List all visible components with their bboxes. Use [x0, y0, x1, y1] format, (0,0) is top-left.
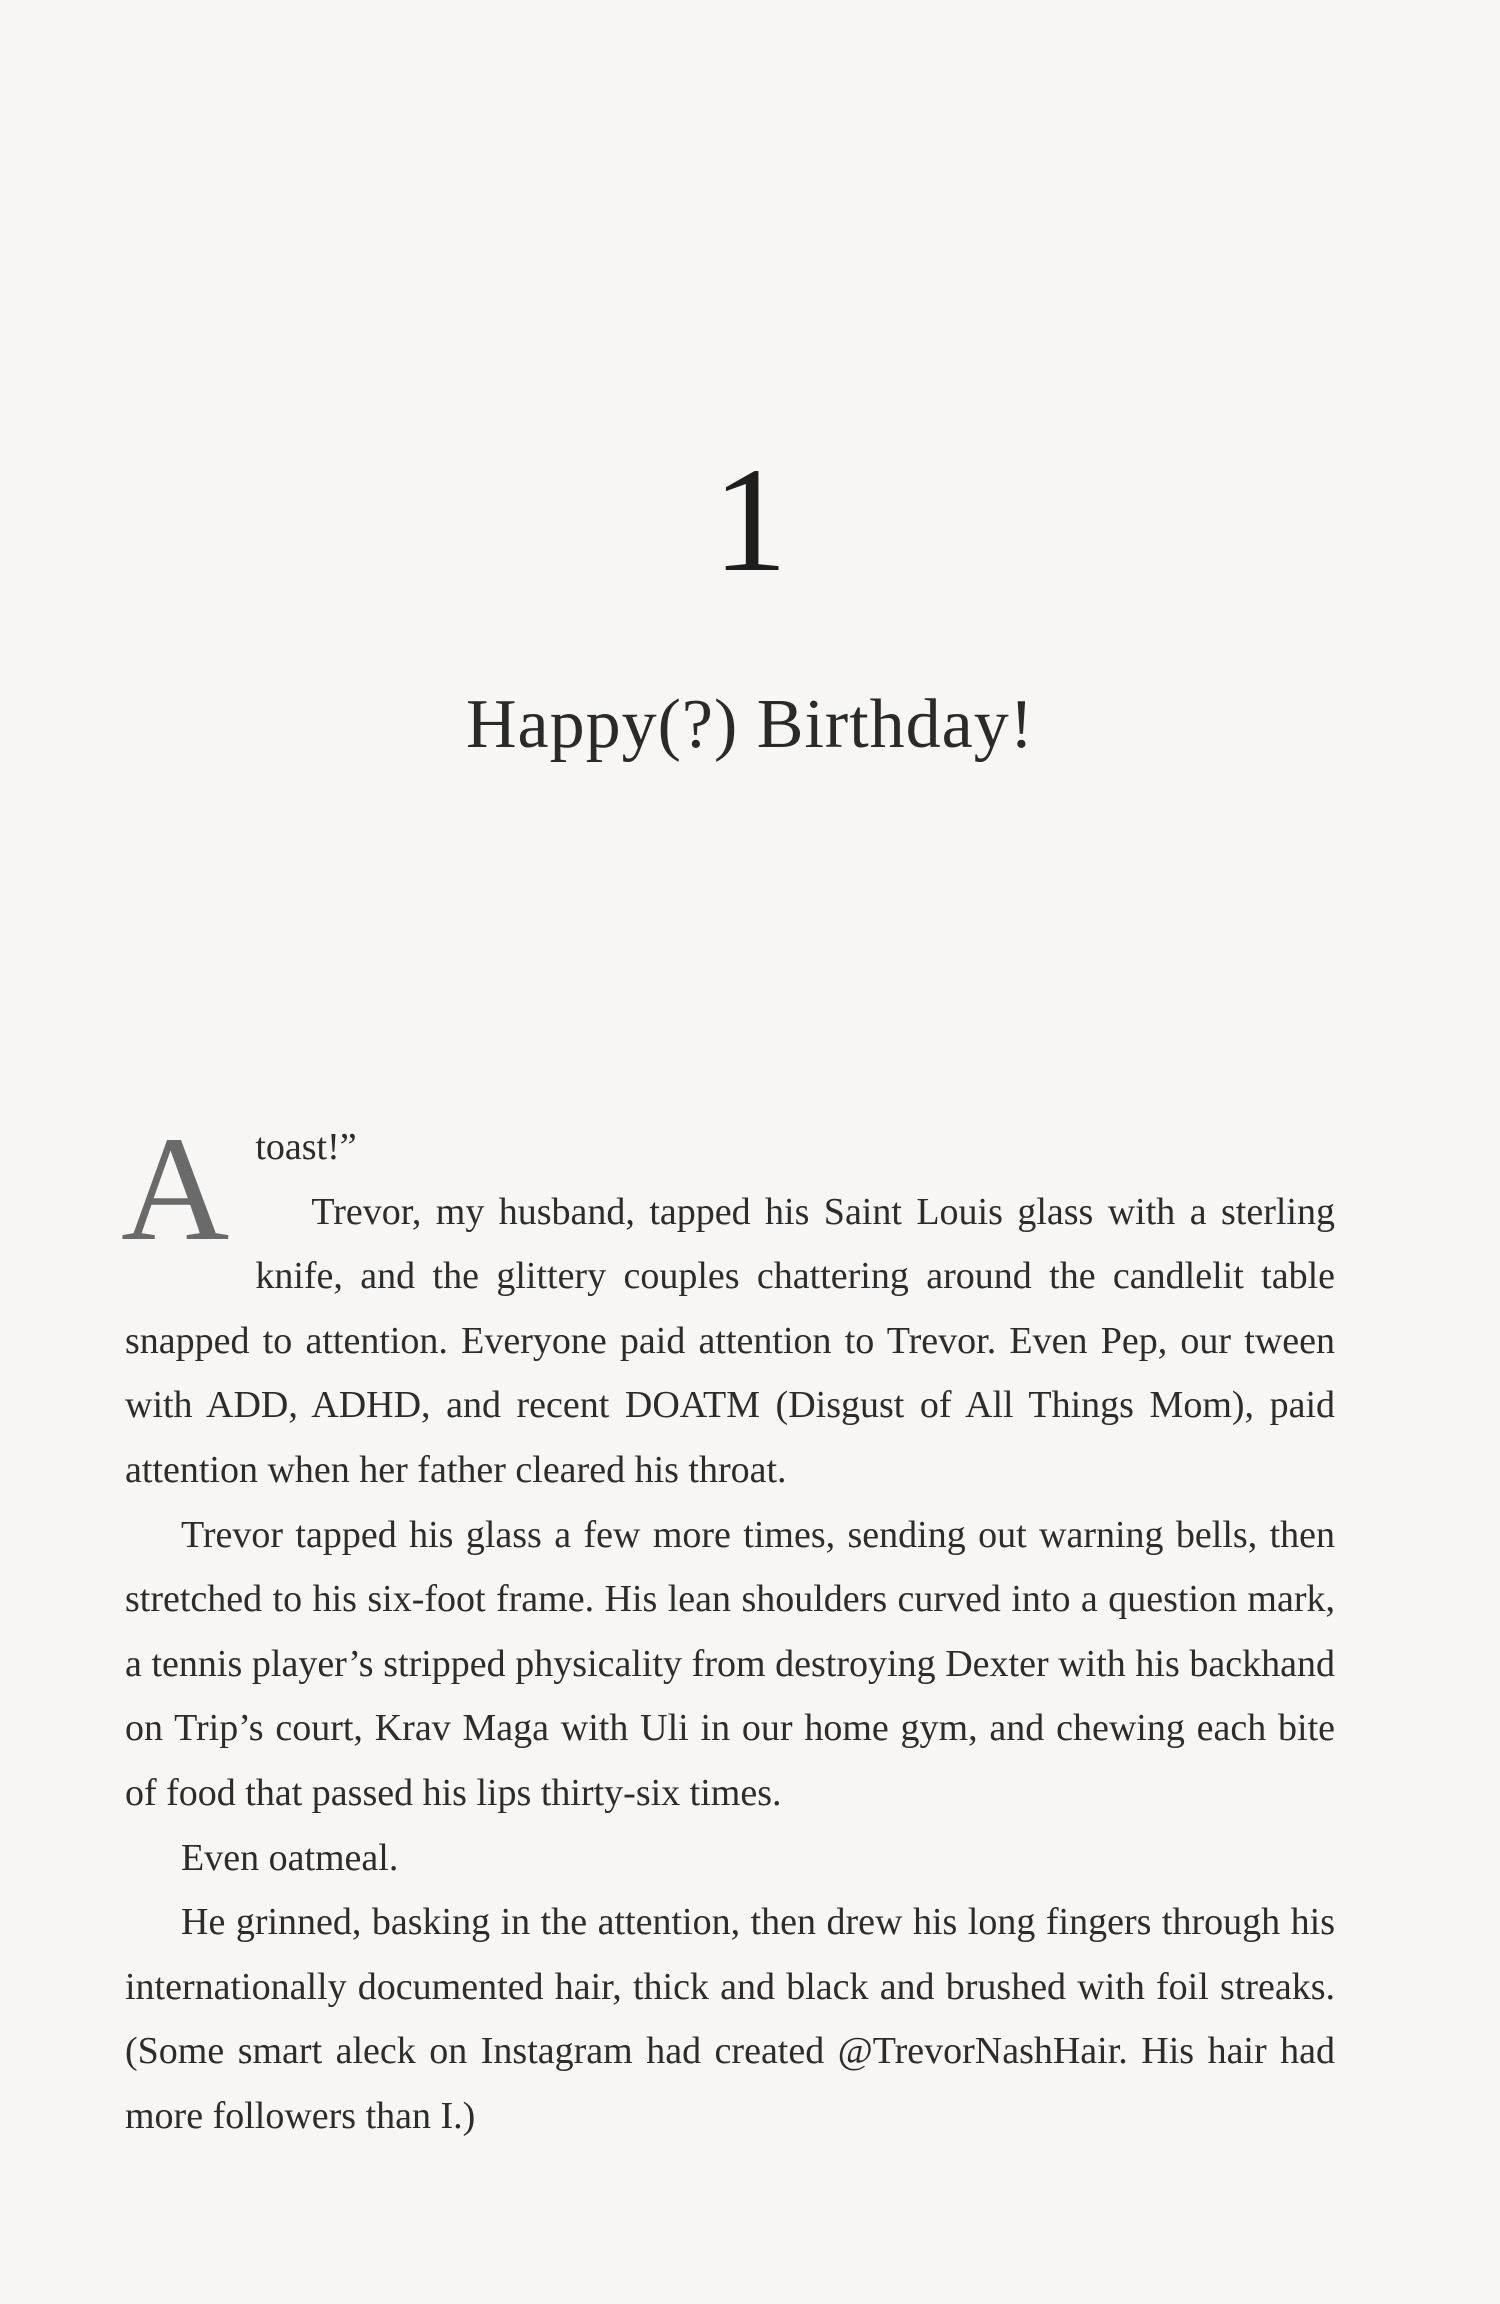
drop-cap: A [121, 1106, 230, 1272]
chapter-number: 1 [712, 437, 788, 603]
paragraph: Even oatmeal. [181, 1836, 399, 1879]
paragraph: Trevor tapped his glass a few more times, sending out warning bells, then stretched to his six-foot frame. His lean shoulders curved into a question mark, a tennis player’s stripped physicality from destroying Dexter with his backhand on Trip’s court, Krav Maga with Uli in our home gym, and chewing each bite of food that passed his lips thirty-six times. [125, 1513, 1335, 1814]
chapter-title: Happy(?) Birthday! [465, 686, 1035, 763]
paragraph-text: Trevor, my husband, tapped his Saint Louis glass with a sterling knife, and the glittery couples chattering around the candlelit table snapped to attention. Everyone paid attention to Trevor. Even Pep, our tween with ADD, ADHD, and recent DOATM (Disgust of All Things Mom), paid attention when her father cleared his throat. [125, 1190, 1335, 1491]
chapter-body [121, 1106, 1335, 2149]
opening-text: toast!” [255, 1126, 357, 1168]
opening-paragraph [121, 1106, 1335, 1503]
paragraph: He grinned, basking in the attention, then drew his long fingers through his internationally documented hair, thick and black and brushed with foil streaks. (Some smart aleck on Instagram had created @TrevorNashHair. His hair had more followers than I.) [125, 1901, 1335, 2137]
